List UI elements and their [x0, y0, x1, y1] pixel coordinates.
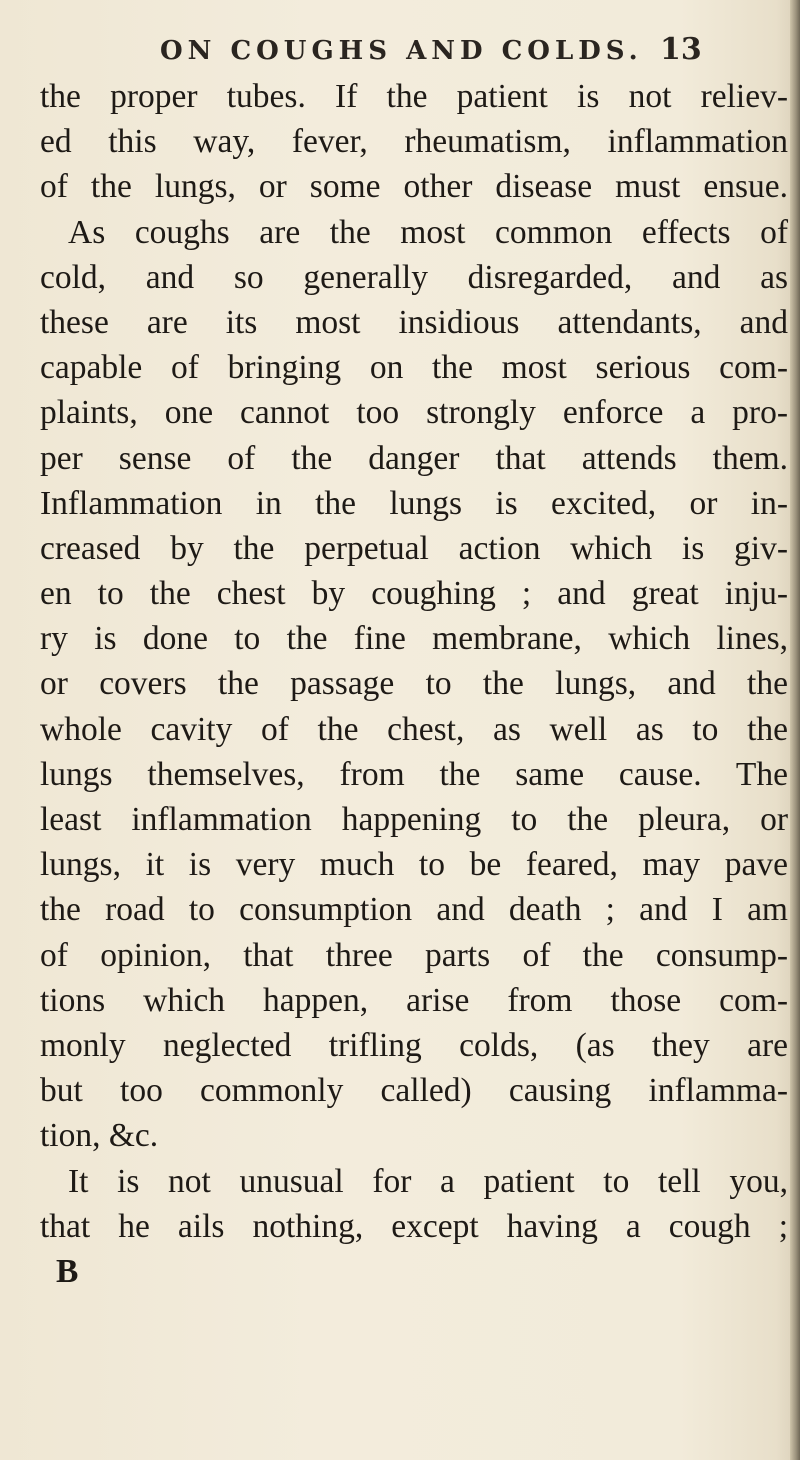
text-line: cold, and so generally disregarded, and as: [40, 258, 788, 296]
text-line: ed this way, fever, rheumatism, inflammation: [40, 123, 788, 161]
text-line: It is not unusual for a patient to tell you,: [68, 1162, 788, 1200]
text-line: lungs themselves, from the same cause. The: [40, 755, 788, 793]
text-line: lungs, it is very much to be feared, may pave: [40, 846, 788, 884]
text-line: per sense of the danger that attends them.: [40, 439, 788, 477]
page-edge: [790, 0, 800, 1460]
text-line: the road to consumption and death ; and I am: [40, 891, 788, 929]
text-line: the proper tubes. If the patient is not reliev-: [40, 78, 788, 115]
text-line: Inflammation in the lungs is excited, or in-: [40, 484, 788, 522]
text-line: of opinion, that three parts of the consump-: [40, 936, 788, 974]
text-line: whole cavity of the chest, as well as to the: [40, 710, 788, 748]
text-line: ry is done to the fine membrane, which lines,: [40, 620, 788, 658]
page-number: 13: [660, 32, 702, 67]
signature-mark: B: [56, 1252, 79, 1290]
text-line: monly neglected trifling colds, (as they are: [40, 1026, 788, 1064]
body-text: [40, 74, 788, 1294]
text-line: creased by the perpetual action which is giv-: [40, 529, 788, 567]
text-line: or covers the passage to the lungs, and the: [40, 665, 788, 703]
text-line: that he ails nothing, except having a cough ;: [40, 1207, 788, 1245]
text-line: capable of bringing on the most serious com-: [40, 349, 788, 387]
text-line: plaints, one cannot too strongly enforce a pro-: [40, 394, 788, 432]
running-head-title: ON COUGHS AND COLDS.: [160, 36, 643, 66]
text-line: tions which happen, arise from those com-: [40, 981, 788, 1019]
text-line: en to the chest by coughing ; and great inju-: [40, 575, 788, 613]
text-line: tion, &c.: [40, 1117, 159, 1155]
text-line: but too commonly called) causing inflamma-: [40, 1072, 788, 1110]
text-line: least inflammation happening to the pleura, or: [40, 801, 788, 838]
running-head: [0, 28, 800, 78]
text-line: As coughs are the most common effects of: [68, 213, 788, 251]
text-line: these are its most insidious attendants, and: [40, 303, 788, 341]
text-line: of the lungs, or some other disease must ensue.: [40, 168, 788, 206]
